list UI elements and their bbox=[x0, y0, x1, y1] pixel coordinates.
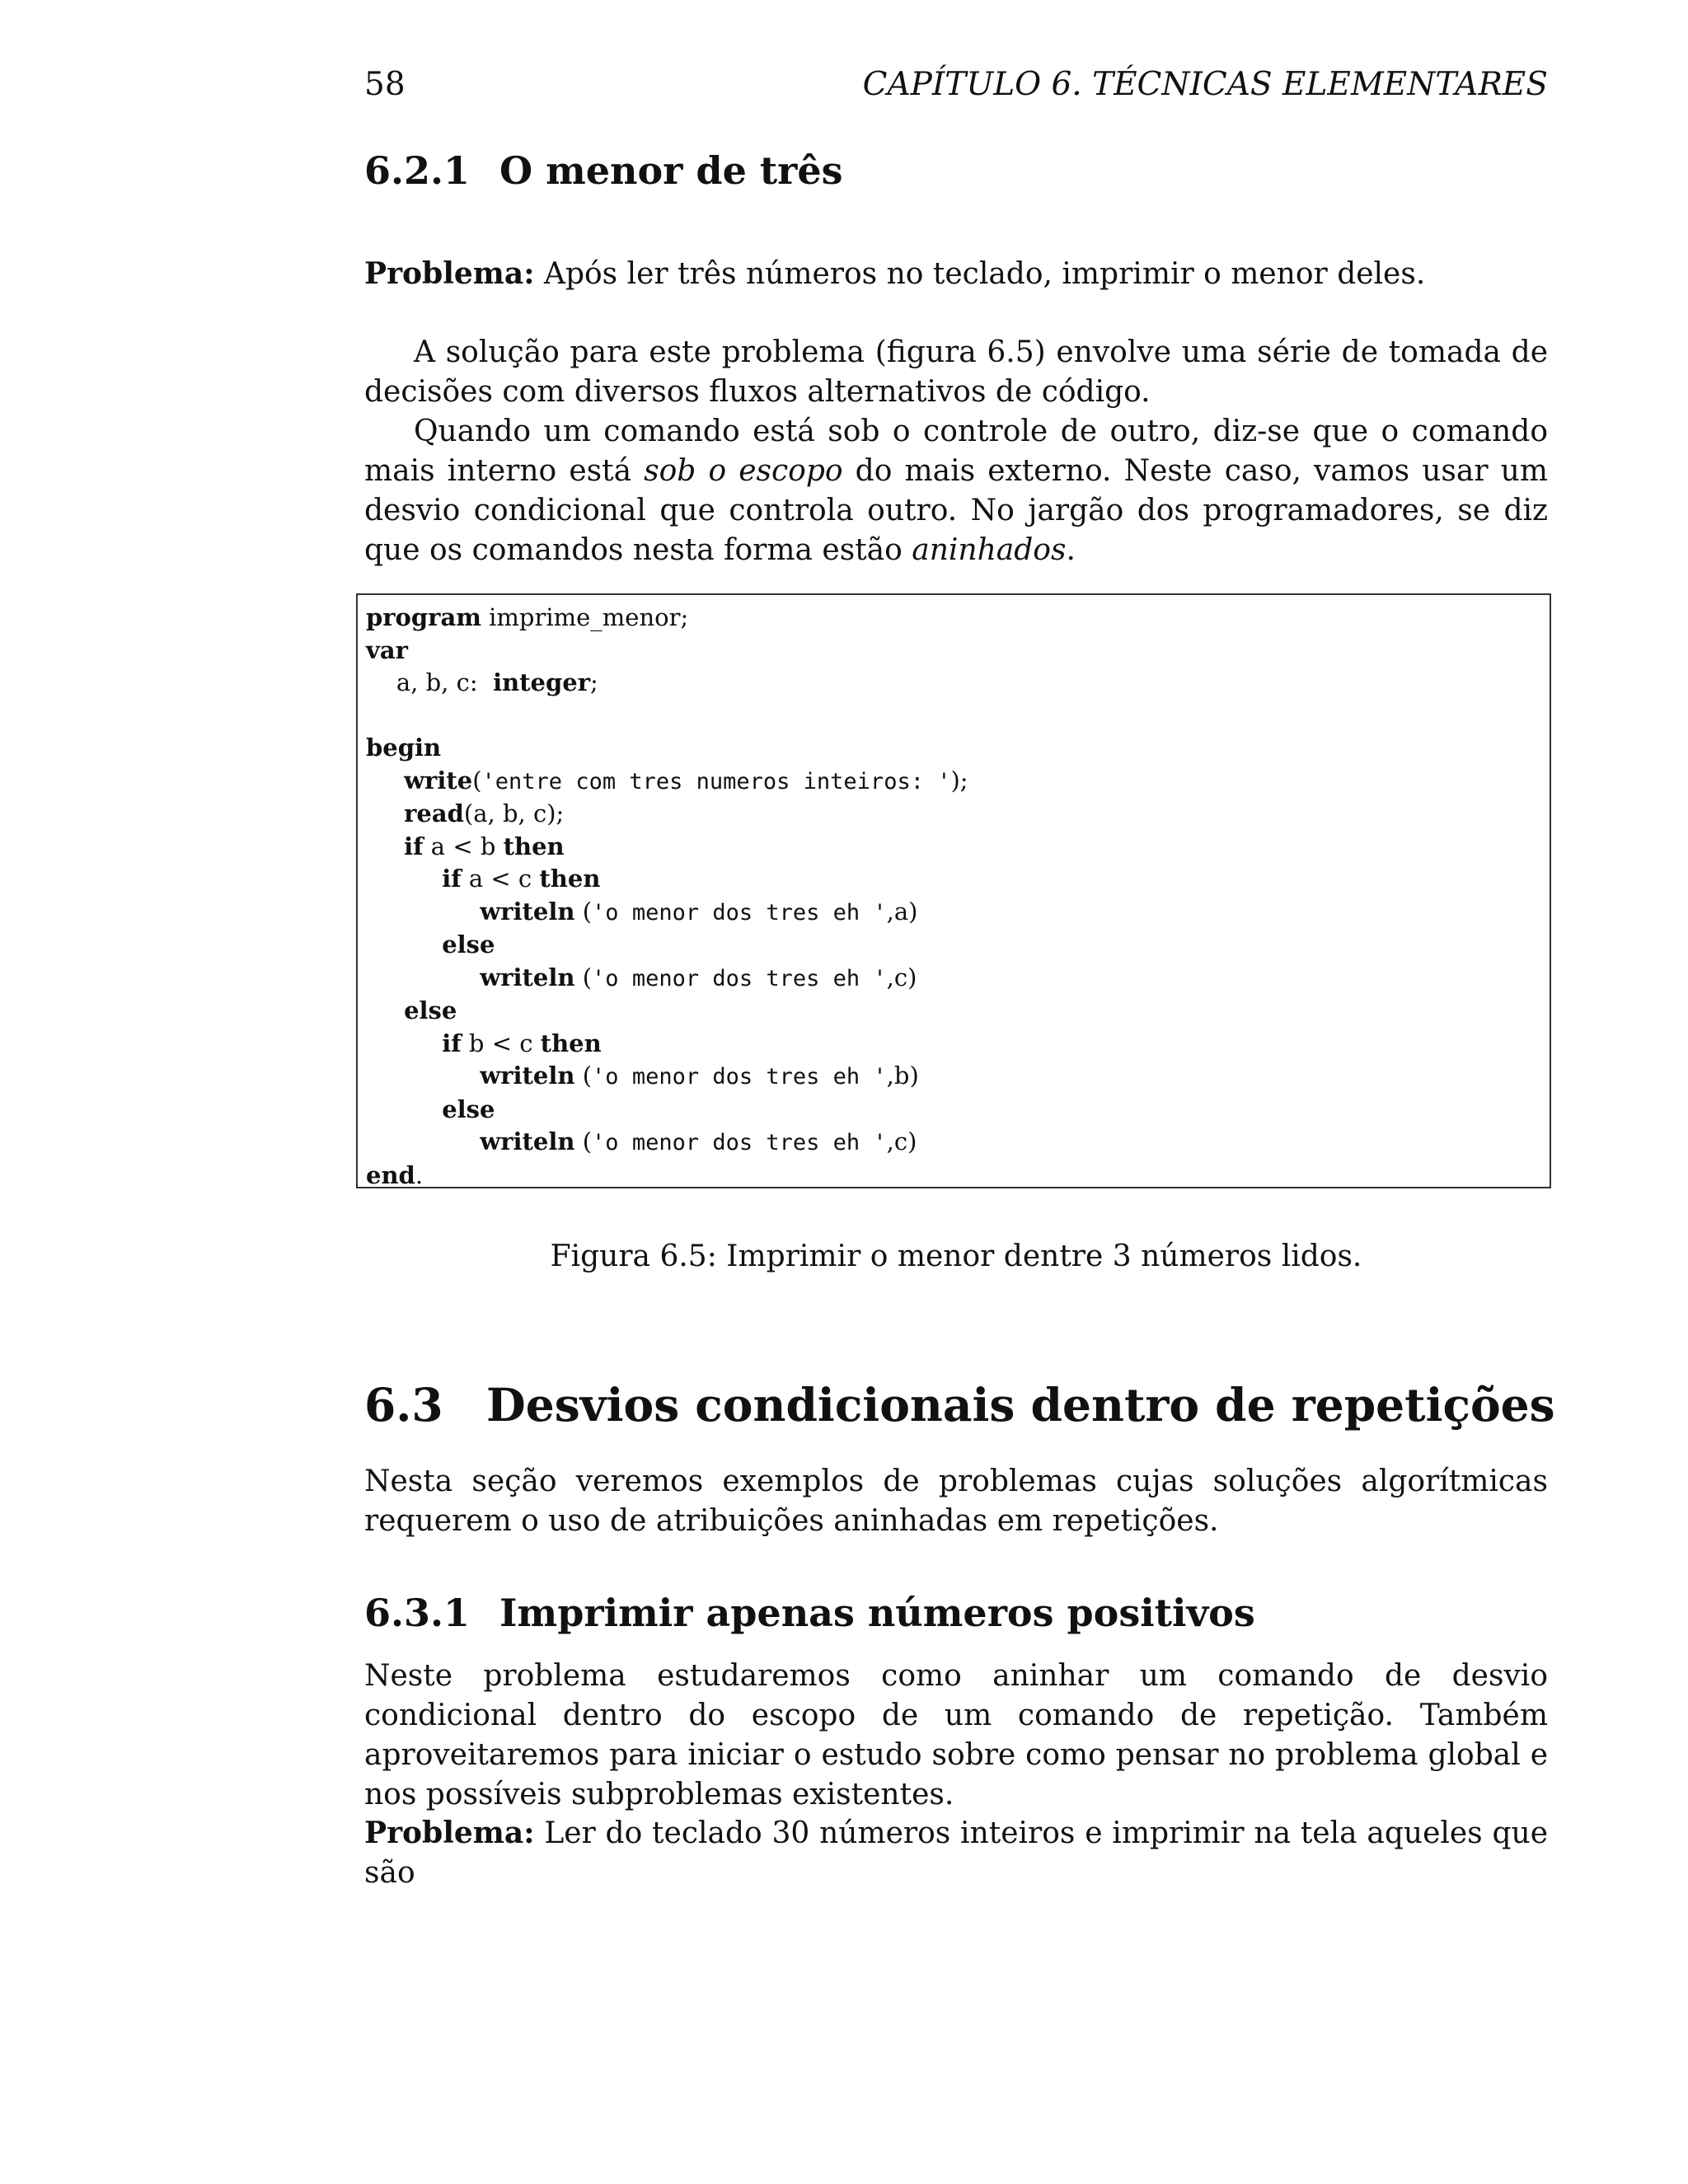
code-keyword: end bbox=[366, 1160, 415, 1189]
paragraph-1: A solução para este problema (figura 6.5) envolve uma série de tomada de decisões com diversos fluxos alternativos de código. bbox=[364, 335, 1548, 409]
code-text: ,c) bbox=[886, 1127, 917, 1155]
code-keyword: if bbox=[442, 1029, 462, 1057]
code-keyword: begin bbox=[366, 733, 442, 762]
code-text: a < c bbox=[461, 865, 540, 893]
problem-text: Após ler três números no teclado, imprimir o menor deles. bbox=[543, 257, 1426, 291]
code-keyword: writeln bbox=[480, 1127, 575, 1155]
subsection-number: 6.3.1 bbox=[364, 1591, 471, 1635]
code-text: (a, b, c); bbox=[463, 799, 565, 827]
problem-statement-2 bbox=[364, 1813, 1548, 1893]
code-keyword: writeln bbox=[480, 897, 575, 926]
paragraph-2-text-a: Quando um comando está sob o controle de outro, diz-se que o comando mais interno está bbox=[364, 415, 1548, 488]
emphasis-aninhados: aninhados bbox=[912, 533, 1067, 567]
code-keyword: then bbox=[503, 832, 565, 860]
code-text: b < c bbox=[461, 1029, 541, 1057]
subsection-number: 6.2.1 bbox=[364, 148, 471, 193]
subsection-title: O menor de três bbox=[499, 148, 843, 193]
problem-label: Problema: bbox=[364, 1816, 535, 1850]
emphasis-sob-o-escopo: sob o escopo bbox=[644, 454, 843, 488]
code-text: ( bbox=[472, 766, 482, 794]
code-string: 'entre com tres numeros inteiros: ' bbox=[481, 768, 951, 794]
code-text: ); bbox=[950, 766, 968, 794]
code-text: ( bbox=[574, 1062, 593, 1090]
code-keyword: then bbox=[540, 1029, 602, 1057]
code-text: ( bbox=[574, 963, 593, 991]
code-text: a, b, c: bbox=[396, 668, 494, 696]
paragraph-2-text-b: do mais externo. Neste caso, vamos usar um desvio condicional que controla outro. No jargão dos programadores, se diz que os comandos nesta forma estão bbox=[364, 454, 1548, 567]
chapter-title: CAPÍTULO 6. TÉCNICAS ELEMENTARES bbox=[862, 66, 1548, 103]
code-keyword: integer bbox=[493, 668, 591, 696]
page-number: 58 bbox=[364, 66, 406, 103]
code-text: ,a) bbox=[886, 897, 918, 926]
code-keyword: writeln bbox=[480, 963, 575, 991]
code-keyword: read bbox=[404, 799, 464, 827]
section-title: Desvios condicionais dentro de repetições bbox=[486, 1378, 1555, 1432]
paragraph-2 bbox=[364, 412, 1548, 570]
code-keyword: then bbox=[539, 865, 601, 893]
code-text: ( bbox=[574, 897, 593, 926]
code-text: a < b bbox=[423, 832, 504, 860]
code-string: 'o menor dos tres eh ' bbox=[592, 1130, 887, 1155]
code-keyword: if bbox=[442, 865, 462, 893]
problem-text: Ler do teclado 30 números inteiros e imprimir na tela aqueles que são bbox=[364, 1816, 1548, 1890]
code-keyword: write bbox=[404, 766, 473, 794]
code-text: ; bbox=[590, 668, 598, 696]
running-header bbox=[364, 66, 1548, 103]
code-keyword: if bbox=[404, 832, 424, 860]
code-keyword: else bbox=[404, 996, 457, 1024]
code-string: 'o menor dos tres eh ' bbox=[592, 1064, 887, 1090]
code-string: 'o menor dos tres eh ' bbox=[592, 965, 887, 991]
paragraph-4: Neste problema estudaremos como aninhar um comando de desvio condicional dentro do escopo de um comando de repetição. Também aproveitaremos para iniciar o estudo sobre como pensar no problema global e nos possíveis subproblemas existentes. bbox=[364, 1659, 1548, 1811]
code-text: imprime_menor; bbox=[481, 603, 689, 631]
code-keyword: program bbox=[366, 603, 481, 631]
code-keyword: else bbox=[442, 1094, 495, 1123]
code-text: . bbox=[415, 1160, 424, 1189]
code-keyword: writeln bbox=[480, 1062, 575, 1090]
figure-caption: Figura 6.5: Imprimir o menor dentre 3 números lidos. bbox=[550, 1240, 1362, 1273]
code-string: 'o menor dos tres eh ' bbox=[592, 899, 887, 926]
code-listing bbox=[366, 602, 968, 1192]
subsection-heading-6-2-1 bbox=[364, 148, 843, 193]
problem-statement-1 bbox=[364, 254, 1548, 294]
problem-label: Problema: bbox=[364, 256, 535, 291]
subsection-heading-6-3-1 bbox=[364, 1591, 1255, 1635]
subsection-title: Imprimir apenas números positivos bbox=[499, 1591, 1255, 1635]
section-number: 6.3 bbox=[364, 1378, 443, 1432]
paragraph-2-text-c: . bbox=[1066, 533, 1076, 567]
paragraph-3: Nesta seção veremos exemplos de problemas cujas soluções algorítmicas requerem o uso de atribuições aninhadas em repetições. bbox=[364, 1465, 1548, 1538]
code-keyword: else bbox=[442, 930, 495, 958]
code-keyword: var bbox=[366, 635, 408, 664]
code-listing-box bbox=[356, 593, 1551, 1188]
code-text: ,c) bbox=[886, 963, 917, 991]
code-text: ,b) bbox=[886, 1062, 919, 1090]
section-heading-6-3 bbox=[364, 1378, 1555, 1432]
code-text: ( bbox=[574, 1127, 593, 1155]
